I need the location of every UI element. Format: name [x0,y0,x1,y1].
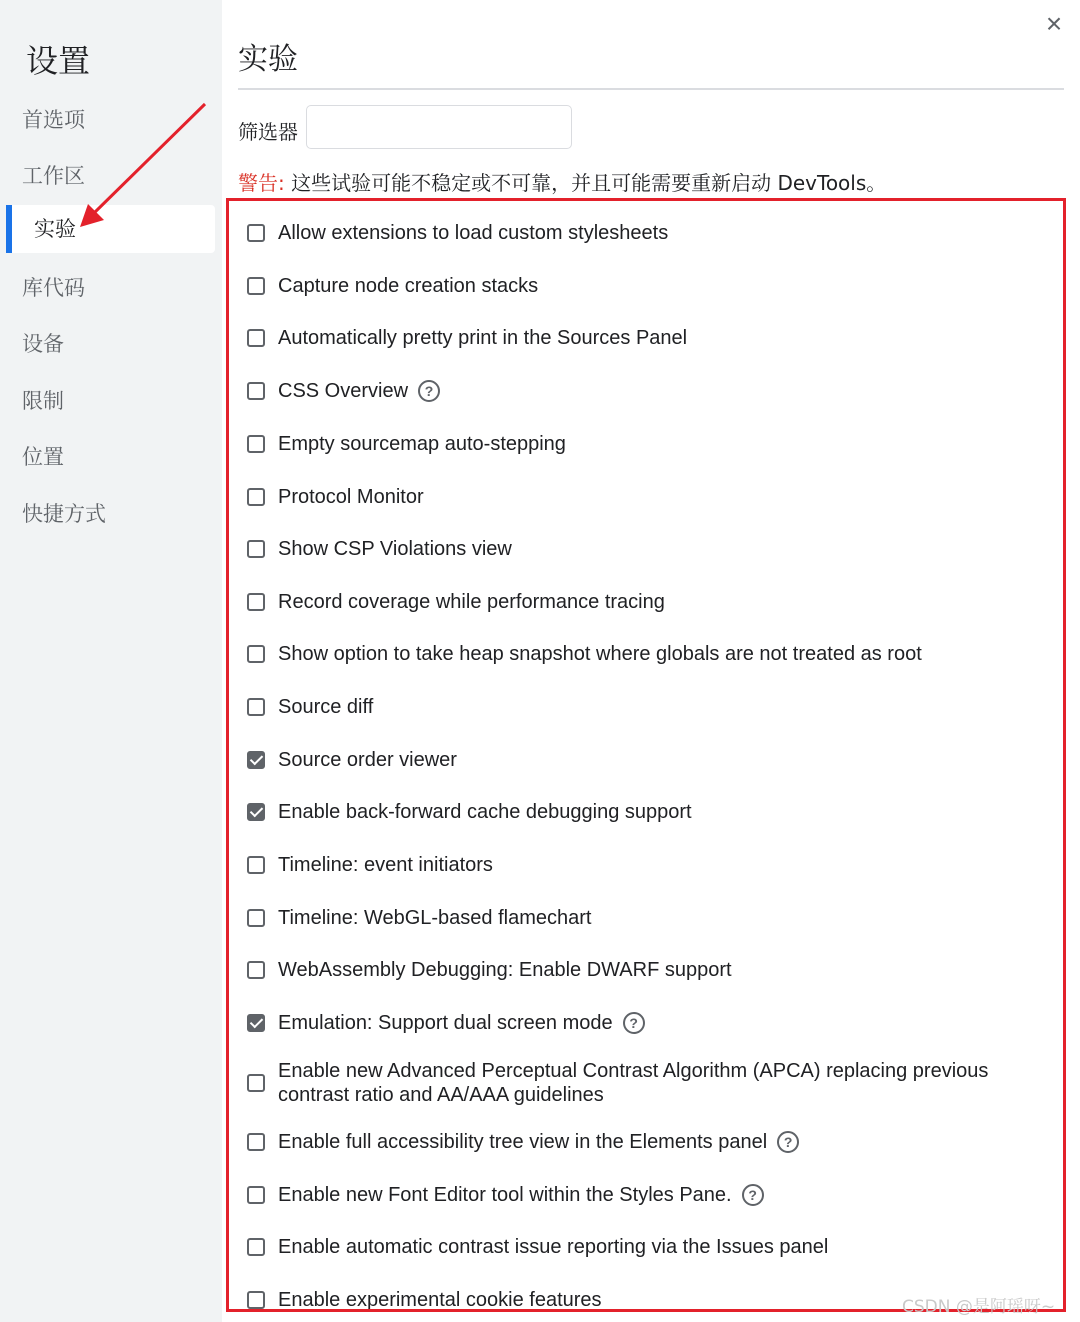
sidebar-item-devices[interactable]: 设备 [22,332,64,356]
checkbox-unchecked[interactable] [247,224,265,242]
experiment-item[interactable] [247,906,591,930]
sidebar-item-throttling[interactable]: 限制 [22,389,64,413]
checkbox-unchecked[interactable] [247,1133,265,1151]
settings-sidebar [0,0,222,1322]
sidebar-item-experiments[interactable]: 实验 [6,205,215,253]
sidebar-item-workspace[interactable]: 工作区 [22,164,85,188]
experiment-item[interactable] [247,800,692,824]
sidebar-item-ignore-list[interactable]: 库代码 [22,276,85,300]
checkbox-checked[interactable] [247,1014,265,1032]
experiment-item[interactable] [247,432,566,456]
experiment-label: Enable back-forward cache debugging support [278,801,692,823]
help-icon[interactable]: ? [777,1131,799,1153]
checkbox-unchecked[interactable] [247,961,265,979]
checkbox-unchecked[interactable] [247,1238,265,1256]
warning-message [238,167,886,196]
page-title: 实验 [238,42,298,77]
warning-text: 这些试验可能不稳定或不可靠，并且可能需要重新启动 DevTools。 [284,171,887,195]
experiment-label: Capture node creation stacks [278,275,539,297]
checkbox-unchecked[interactable] [247,382,265,400]
experiment-label: Enable new Advanced Perceptual Contrast Algorithm (APCA) replacing previous contrast ratio and AA/AAA guidelines [278,1060,989,1106]
experiment-item[interactable] [247,1011,645,1035]
experiment-item[interactable] [247,326,687,350]
experiment-label: Empty sourcemap auto-stepping [278,433,566,455]
experiment-item[interactable] [247,1183,764,1207]
sidebar-item-locations[interactable]: 位置 [22,445,64,469]
experiment-label: CSS Overview [278,380,409,402]
experiment-item[interactable] [247,379,440,403]
checkbox-unchecked[interactable] [247,277,265,295]
experiment-label: Enable automatic contrast issue reporting via the Issues panel [278,1236,829,1258]
settings-main [222,0,1080,1322]
checkbox-unchecked[interactable] [247,1074,265,1092]
warning-label: 警告: [238,171,285,195]
experiment-label: Emulation: Support dual screen mode [278,1012,613,1034]
experiment-label: Protocol Monitor [278,486,424,508]
experiment-label: Record coverage while performance tracing [278,591,665,613]
help-icon[interactable]: ? [623,1012,645,1034]
close-icon[interactable]: × [1045,8,1063,39]
checkbox-unchecked[interactable] [247,698,265,716]
experiment-item[interactable] [247,537,512,561]
checkbox-unchecked[interactable] [247,329,265,347]
experiment-label: Automatically pretty print in the Sources Panel [278,327,688,349]
checkbox-unchecked[interactable] [247,1291,265,1309]
checkbox-unchecked[interactable] [247,909,265,927]
sidebar-title: 设置 [26,42,91,80]
experiments-list [226,198,1066,1312]
checkbox-unchecked[interactable] [247,488,265,506]
experiment-item[interactable] [247,1288,602,1312]
experiment-item[interactable] [247,1059,1038,1107]
filter-label: 筛选器 [238,120,298,144]
experiment-label: Allow extensions to load custom stylesheets [278,222,669,244]
experiment-label: Enable experimental cookie features [278,1289,602,1311]
experiment-label: Source diff [278,696,374,718]
experiment-label: Show CSP Violations view [278,538,512,560]
checkbox-checked[interactable] [247,751,265,769]
experiment-item[interactable] [247,1235,828,1259]
sidebar-item-shortcuts[interactable]: 快捷方式 [22,502,106,526]
experiment-item[interactable] [247,695,373,719]
experiment-label: Enable full accessibility tree view in the Elements panel [278,1131,768,1153]
watermark: CSDN @是阿瑶呀~ [902,1297,1056,1317]
experiment-item[interactable] [247,642,922,666]
checkbox-unchecked[interactable] [247,645,265,663]
filter-input[interactable] [306,105,572,149]
checkbox-checked[interactable] [247,803,265,821]
experiment-label: Timeline: WebGL-based flamechart [278,907,592,929]
experiment-item[interactable] [247,958,732,982]
experiment-label: Enable new Font Editor tool within the Styles Pane. [278,1184,732,1206]
checkbox-unchecked[interactable] [247,435,265,453]
checkbox-unchecked[interactable] [247,1186,265,1204]
checkbox-unchecked[interactable] [247,856,265,874]
checkbox-unchecked[interactable] [247,593,265,611]
experiment-item[interactable] [247,1130,799,1154]
experiment-label: Show option to take heap snapshot where globals are not treated as root [278,643,922,665]
experiment-item[interactable] [247,221,668,245]
experiment-item[interactable] [247,485,424,509]
experiment-item[interactable] [247,590,665,614]
help-icon[interactable]: ? [418,380,440,402]
experiment-label: WebAssembly Debugging: Enable DWARF support [278,959,732,981]
experiment-item[interactable] [247,274,538,298]
title-divider [238,88,1064,90]
checkbox-unchecked[interactable] [247,540,265,558]
experiment-item[interactable] [247,853,493,877]
sidebar-item-preferences[interactable]: 首选项 [22,108,85,132]
experiment-label: Source order viewer [278,749,457,771]
help-icon[interactable]: ? [742,1184,764,1206]
experiment-label: Timeline: event initiators [278,854,493,876]
experiment-item[interactable] [247,748,457,772]
